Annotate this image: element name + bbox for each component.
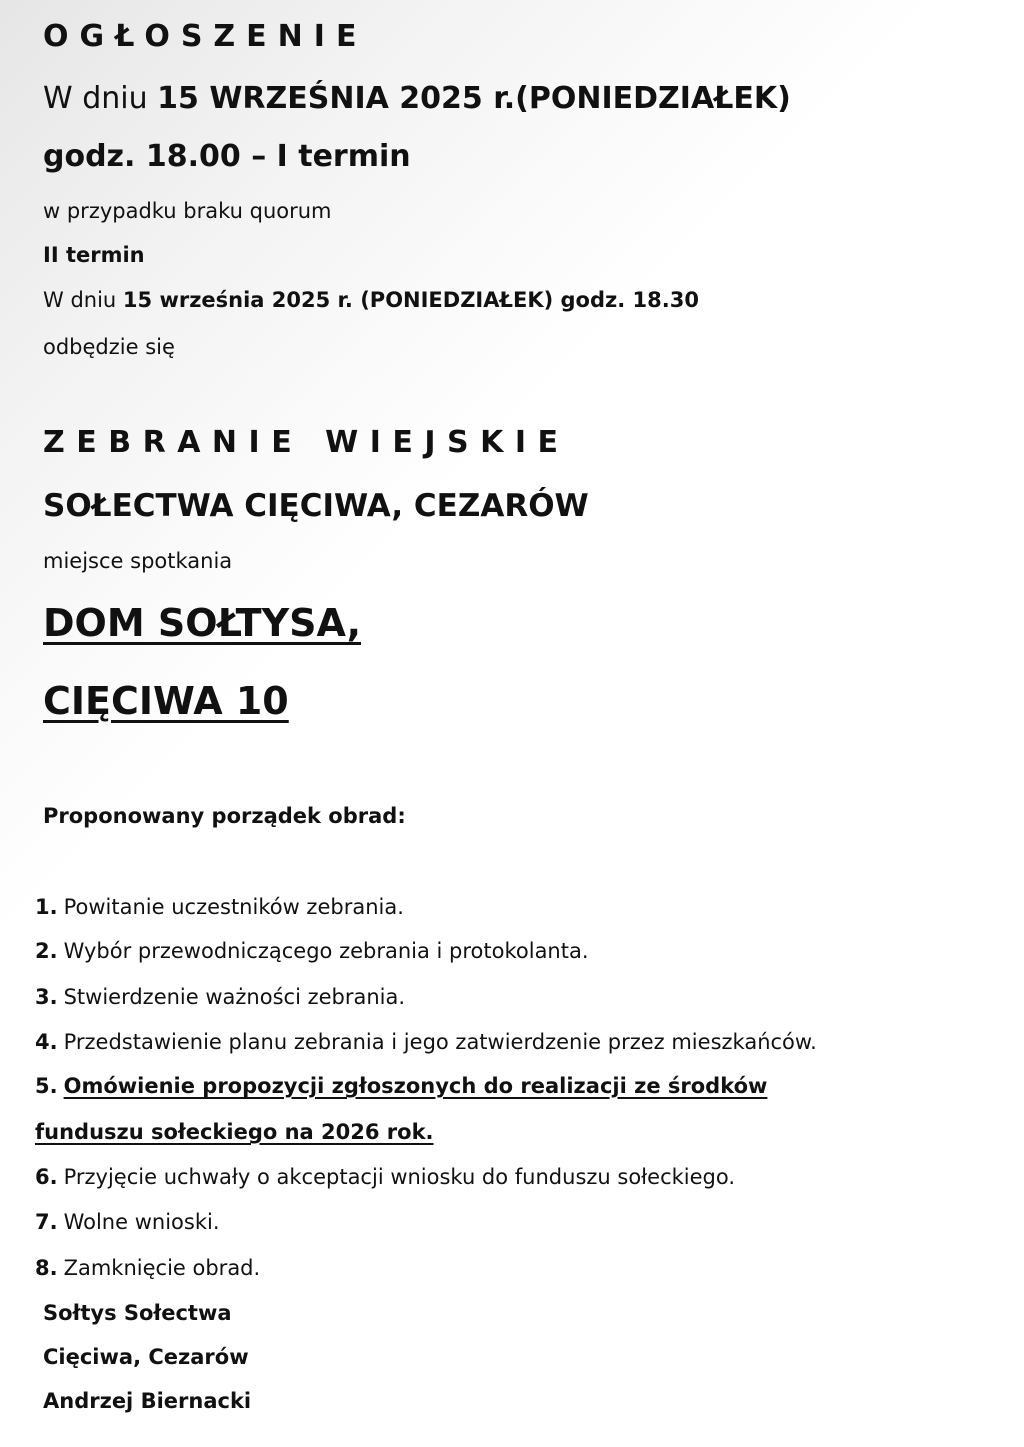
meeting-title: ZEBRANIE WIEJSKIE <box>43 425 570 460</box>
agenda-item <box>35 897 404 918</box>
second-date-prefix: W dniu <box>43 288 123 312</box>
second-date-value: 15 września 2025 r. (PONIEDZIAŁEK) godz. 18.30 <box>122 288 699 312</box>
agenda-item-text: Przedstawienie planu zebrania i jego zatwierdzenie przez mieszkańców. <box>63 1030 817 1054</box>
agenda-item <box>35 987 405 1008</box>
place-name: DOM SOŁTYSA, <box>43 601 362 645</box>
agenda-item <box>35 1212 220 1233</box>
agenda-item-continuation: funduszu sołeckiego na 2026 rok. <box>35 1120 434 1144</box>
agenda-item-text: Wolne wnioski. <box>63 1210 220 1234</box>
second-term-label: II termin <box>43 243 145 267</box>
agenda-item-text: Wybór przewodniczącego zebrania i protokolanta. <box>63 939 589 963</box>
agenda-item-number: 7. <box>35 1210 58 1234</box>
agenda-item-highlighted <box>35 1076 767 1097</box>
first-date-prefix: W dniu <box>43 81 158 116</box>
first-term-time: godz. 18.00 – I termin <box>43 139 411 174</box>
announcement-title: OGŁOSZENIE <box>43 19 368 54</box>
will-take-place-text: odbędzie się <box>43 335 175 359</box>
agenda-item <box>35 1258 260 1279</box>
agenda-title: Proponowany porządek obrad: <box>43 804 406 828</box>
agenda-item-number: 6. <box>35 1165 58 1189</box>
signature-role: Sołtys Sołectwa <box>43 1301 232 1325</box>
agenda-item <box>35 1167 735 1188</box>
agenda-item-text: Stwierdzenie ważności zebrania. <box>63 985 406 1009</box>
meeting-subtitle: SOŁECTWA CIĘCIWA, CEZARÓW <box>43 488 589 524</box>
agenda-item-number: 4. <box>35 1030 58 1054</box>
agenda-item-text: Zamknięcie obrad. <box>63 1256 261 1280</box>
second-date-line <box>43 290 699 311</box>
place-label: miejsce spotkania <box>43 549 233 573</box>
agenda-item-text: Omówienie propozycji zgłoszonych do realizacji ze środków <box>63 1074 768 1098</box>
signature-villages: Cięciwa, Cezarów <box>43 1345 249 1369</box>
agenda-item-number: 3. <box>35 985 58 1009</box>
agenda-item-text: Przyjęcie uchwały o akceptacji wniosku do funduszu sołeckiego. <box>63 1165 736 1189</box>
agenda-item-number: 1. <box>35 895 58 919</box>
agenda-item-text: Powitanie uczestników zebrania. <box>63 895 404 919</box>
signature-name: Andrzej Biernacki <box>43 1389 252 1413</box>
first-date-line <box>43 81 791 116</box>
place-address: CIĘCIWA 10 <box>43 679 289 723</box>
first-date-value: 15 WRZEŚNIA 2025 r.(PONIEDZIAŁEK) <box>157 81 791 116</box>
quorum-note: w przypadku braku quorum <box>43 199 332 223</box>
agenda-item <box>35 1032 817 1053</box>
agenda-item-number: 2. <box>35 939 58 963</box>
agenda-item <box>35 941 589 962</box>
agenda-item-number: 5. <box>35 1074 58 1098</box>
agenda-item-number: 8. <box>35 1256 58 1280</box>
